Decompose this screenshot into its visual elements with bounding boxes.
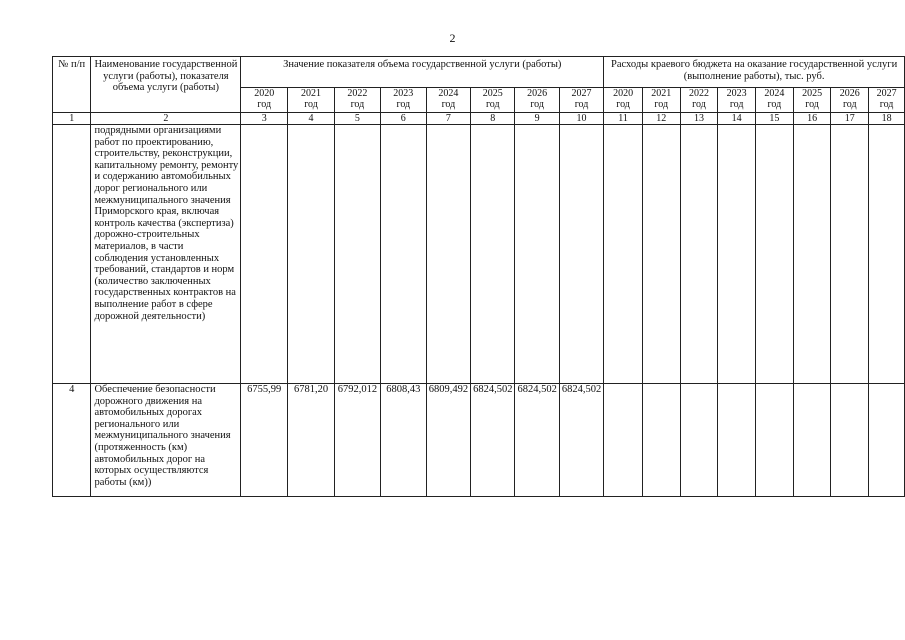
year-label: год — [441, 99, 456, 110]
year-label: год — [616, 99, 630, 110]
header-year-expenses-2023 — [718, 88, 756, 113]
header-year-expenses-2025 — [793, 88, 831, 113]
year-value: 2025 — [802, 88, 823, 99]
volume-value — [471, 125, 515, 384]
volume-value: 6808,43 — [380, 384, 426, 497]
header-year-volume-2022 — [334, 88, 380, 113]
expense-value — [604, 384, 643, 497]
year-label: год — [767, 99, 782, 110]
service-name: подрядными организациями работ по проектированию, строительству, реконструкции, капитальному ремонту, ремонту и содержанию автомобильных дорог регионального или межмуниципального значения Приморского края, включая контроль качества (экспертиза) дорожно-строительных материалов, в части соблюдения установленных требований, стандартов и норм (количество заключенных государственных контрактов на выполнение работ в сфере дорожной деятельности) — [91, 125, 241, 384]
expense-value — [756, 384, 794, 497]
column-number: 15 — [756, 113, 794, 125]
volume-value: 6824,502 — [471, 384, 515, 497]
column-number: 12 — [642, 113, 680, 125]
volume-value — [515, 125, 559, 384]
year-label: год — [530, 99, 544, 110]
header-year-expenses-2026 — [831, 88, 869, 113]
column-number: 14 — [718, 113, 756, 125]
year-label: год — [842, 99, 857, 110]
row-number — [53, 125, 91, 384]
column-number: 4 — [288, 113, 335, 125]
column-number: 6 — [380, 113, 426, 125]
year-label: год — [805, 99, 819, 110]
year-value: 2026 — [527, 88, 548, 99]
volume-value — [334, 125, 380, 384]
year-value: 2026 — [839, 88, 860, 99]
column-number: 7 — [426, 113, 470, 125]
expense-value — [831, 125, 869, 384]
year-label: год — [574, 99, 589, 110]
column-number: 18 — [869, 113, 905, 125]
year-label: год — [396, 99, 411, 110]
volume-value: 6781,20 — [288, 384, 335, 497]
header-year-expenses-2021 — [642, 88, 680, 113]
year-label: год — [485, 99, 500, 110]
row-number: 4 — [53, 384, 91, 497]
year-label: год — [304, 99, 318, 110]
column-number: 13 — [680, 113, 718, 125]
volume-value — [426, 125, 470, 384]
header-year-volume-2027 — [559, 88, 603, 113]
expense-value — [642, 384, 680, 497]
expense-value — [718, 125, 756, 384]
header-year-expenses-2022 — [680, 88, 718, 113]
volume-value: 6755,99 — [241, 384, 288, 497]
year-value: 2022 — [688, 88, 709, 99]
volume-value — [288, 125, 335, 384]
expense-value — [642, 125, 680, 384]
volume-value — [241, 125, 288, 384]
year-value: 2024 — [764, 88, 785, 99]
column-number: 8 — [471, 113, 515, 125]
expense-value — [831, 384, 869, 497]
volume-value: 6809,492 — [426, 384, 470, 497]
header-year-volume-2021 — [288, 88, 335, 113]
header-year-expenses-2027 — [869, 88, 905, 113]
page-number: 2 — [449, 31, 456, 45]
year-value: 2021 — [651, 88, 672, 99]
year-value: 2020 — [254, 88, 275, 99]
column-number: 16 — [793, 113, 831, 125]
year-value: 2021 — [301, 88, 322, 99]
volume-value: 6824,502 — [515, 384, 559, 497]
header-volume-group: Значение показателя объема государственной услуги (работы) — [241, 57, 604, 88]
header-name: Наименование государственной услуги (работы), показателя объема услуги (работы) — [91, 57, 241, 113]
column-number: 10 — [559, 113, 603, 125]
header-year-volume-2023 — [380, 88, 426, 113]
expense-value — [680, 384, 718, 497]
year-label: год — [879, 99, 894, 110]
year-value: 2022 — [347, 88, 368, 99]
year-value: 2023 — [393, 88, 414, 99]
column-number: 5 — [334, 113, 380, 125]
year-value: 2027 — [876, 88, 897, 99]
year-value: 2024 — [438, 88, 459, 99]
column-number: 9 — [515, 113, 559, 125]
column-number: 1 — [53, 113, 91, 125]
year-value: 2020 — [613, 88, 634, 99]
header-year-volume-2026 — [515, 88, 559, 113]
expense-value — [718, 384, 756, 497]
expense-value — [793, 125, 831, 384]
expense-value — [869, 125, 905, 384]
volume-value: 6824,502 — [559, 384, 603, 497]
year-value: 2023 — [726, 88, 747, 99]
volume-value — [380, 125, 426, 384]
header-year-volume-2024 — [426, 88, 470, 113]
volume-value — [559, 125, 603, 384]
column-number: 3 — [241, 113, 288, 125]
year-label: год — [729, 99, 744, 110]
expense-value — [604, 125, 643, 384]
expense-value — [869, 384, 905, 497]
header-num: № п/п — [53, 57, 91, 113]
header-year-volume-2020 — [241, 88, 288, 113]
header-year-expenses-2024 — [756, 88, 794, 113]
column-number: 2 — [91, 113, 241, 125]
year-label: год — [654, 99, 669, 110]
expense-value — [756, 125, 794, 384]
expense-value — [680, 125, 718, 384]
header-budget-group: Расходы краевого бюджета на оказание государственной услуги (выполнение работы), тыс. руб. — [604, 57, 905, 88]
year-label: год — [257, 99, 272, 110]
volume-value: 6792,012 — [334, 384, 380, 497]
expense-value — [793, 384, 831, 497]
header-year-expenses-2020 — [604, 88, 643, 113]
service-name: Обеспечение безопасности дорожного движения на автомобильных дорогах регионального или межмуниципального значения (протяженность (км) автомобильных дорог на которых осуществляются работы (км)) — [91, 384, 241, 497]
year-value: 2027 — [571, 88, 592, 99]
column-number: 17 — [831, 113, 869, 125]
data-table — [52, 56, 905, 497]
header-year-volume-2025 — [471, 88, 515, 113]
column-number: 11 — [604, 113, 643, 125]
year-label: год — [350, 99, 365, 110]
year-label: год — [692, 99, 706, 110]
year-value: 2025 — [482, 88, 503, 99]
